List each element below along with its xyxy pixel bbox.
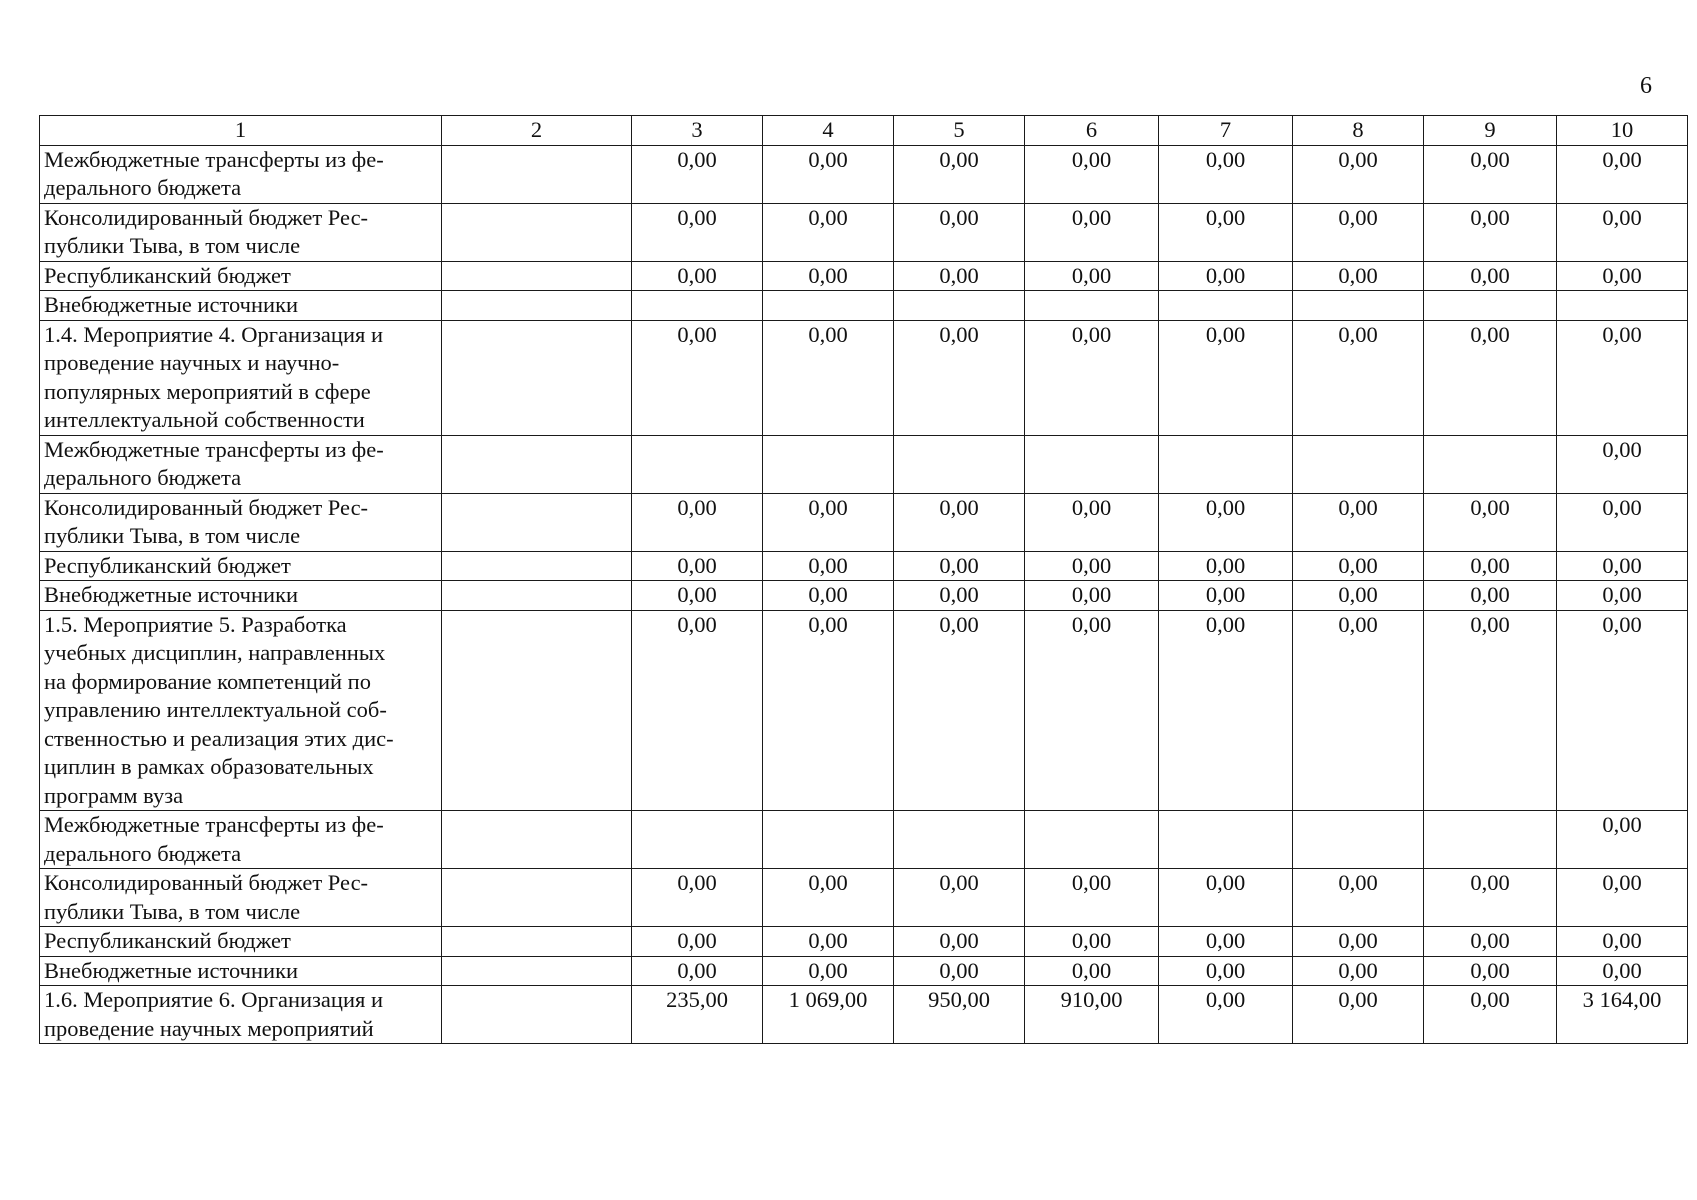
value-cell bbox=[1424, 811, 1557, 869]
value-cell: 0,00 bbox=[1159, 610, 1293, 811]
value-cell: 0,00 bbox=[1424, 145, 1557, 203]
value-cell: 0,00 bbox=[1293, 869, 1424, 927]
value-cell bbox=[632, 291, 763, 321]
value-cell: 0,00 bbox=[763, 145, 894, 203]
column-2-cell bbox=[442, 203, 632, 261]
value-cell bbox=[1025, 435, 1159, 493]
value-cell: 0,00 bbox=[1424, 869, 1557, 927]
value-cell: 0,00 bbox=[1557, 610, 1688, 811]
value-cell bbox=[1025, 811, 1159, 869]
value-cell: 0,00 bbox=[1025, 956, 1159, 986]
value-cell: 0,00 bbox=[1293, 145, 1424, 203]
column-2-cell bbox=[442, 320, 632, 435]
value-cell bbox=[1293, 435, 1424, 493]
value-cell bbox=[894, 435, 1025, 493]
value-cell: 0,00 bbox=[1025, 145, 1159, 203]
value-cell: 0,00 bbox=[1025, 261, 1159, 291]
value-cell: 0,00 bbox=[1159, 145, 1293, 203]
value-cell: 0,00 bbox=[1424, 927, 1557, 957]
row-label: Межбюджетные трансферты из фе- дерального бюджета bbox=[40, 435, 442, 493]
value-cell: 0,00 bbox=[1293, 203, 1424, 261]
column-2-cell bbox=[442, 291, 632, 321]
column-header: 10 bbox=[1557, 116, 1688, 146]
value-cell: 0,00 bbox=[632, 320, 763, 435]
page-number: 6 bbox=[1640, 73, 1652, 99]
value-cell: 0,00 bbox=[763, 581, 894, 611]
table-row bbox=[40, 291, 1688, 321]
value-cell bbox=[1159, 435, 1293, 493]
value-cell bbox=[1424, 435, 1557, 493]
value-cell: 0,00 bbox=[763, 203, 894, 261]
value-cell: 0,00 bbox=[632, 261, 763, 291]
budget-table bbox=[39, 115, 1688, 1044]
column-2-cell bbox=[442, 811, 632, 869]
value-cell: 0,00 bbox=[1025, 320, 1159, 435]
value-cell bbox=[894, 291, 1025, 321]
value-cell: 0,00 bbox=[1557, 811, 1688, 869]
table-row bbox=[40, 956, 1688, 986]
column-2-cell bbox=[442, 261, 632, 291]
column-2-cell bbox=[442, 435, 632, 493]
row-label: Межбюджетные трансферты из фе- дерального бюджета bbox=[40, 145, 442, 203]
value-cell: 0,00 bbox=[763, 320, 894, 435]
column-header: 4 bbox=[763, 116, 894, 146]
value-cell: 0,00 bbox=[763, 927, 894, 957]
value-cell: 0,00 bbox=[1025, 610, 1159, 811]
value-cell: 0,00 bbox=[1025, 493, 1159, 551]
column-header: 9 bbox=[1424, 116, 1557, 146]
table-row bbox=[40, 811, 1688, 869]
value-cell: 0,00 bbox=[763, 869, 894, 927]
table-body bbox=[40, 145, 1688, 1044]
value-cell: 0,00 bbox=[894, 610, 1025, 811]
value-cell: 0,00 bbox=[1293, 610, 1424, 811]
row-label: 1.5. Мероприятие 5. Разработка учебных дисциплин, направленных на формирование компетенций по управлению интеллектуальной соб- ственностью и реализация этих дис- циплин в рамках образовательных программ вуза bbox=[40, 610, 442, 811]
table-row bbox=[40, 203, 1688, 261]
value-cell: 910,00 bbox=[1025, 986, 1159, 1044]
value-cell: 0,00 bbox=[1293, 261, 1424, 291]
value-cell bbox=[894, 811, 1025, 869]
value-cell: 0,00 bbox=[894, 203, 1025, 261]
value-cell: 0,00 bbox=[1557, 956, 1688, 986]
value-cell: 0,00 bbox=[1424, 551, 1557, 581]
value-cell: 0,00 bbox=[632, 956, 763, 986]
value-cell: 0,00 bbox=[763, 551, 894, 581]
row-label: Республиканский бюджет bbox=[40, 261, 442, 291]
row-label: Консолидированный бюджет Рес- публики Тыва, в том числе bbox=[40, 203, 442, 261]
value-cell: 0,00 bbox=[632, 145, 763, 203]
column-header: 2 bbox=[442, 116, 632, 146]
column-header: 5 bbox=[894, 116, 1025, 146]
value-cell: 0,00 bbox=[1557, 145, 1688, 203]
value-cell: 0,00 bbox=[1025, 203, 1159, 261]
value-cell: 0,00 bbox=[1025, 869, 1159, 927]
value-cell: 0,00 bbox=[1424, 610, 1557, 811]
column-2-cell bbox=[442, 610, 632, 811]
value-cell: 0,00 bbox=[1293, 551, 1424, 581]
value-cell: 0,00 bbox=[1557, 551, 1688, 581]
column-2-cell bbox=[442, 551, 632, 581]
value-cell: 0,00 bbox=[1293, 493, 1424, 551]
table-row bbox=[40, 610, 1688, 811]
value-cell: 0,00 bbox=[1424, 203, 1557, 261]
row-label: Республиканский бюджет bbox=[40, 551, 442, 581]
value-cell: 0,00 bbox=[894, 145, 1025, 203]
value-cell: 0,00 bbox=[632, 551, 763, 581]
table-row bbox=[40, 927, 1688, 957]
table-row bbox=[40, 493, 1688, 551]
header-row bbox=[40, 116, 1688, 146]
value-cell: 0,00 bbox=[894, 261, 1025, 291]
value-cell: 0,00 bbox=[1424, 956, 1557, 986]
value-cell: 0,00 bbox=[1557, 203, 1688, 261]
value-cell: 0,00 bbox=[1025, 927, 1159, 957]
value-cell: 0,00 bbox=[1424, 261, 1557, 291]
value-cell bbox=[632, 811, 763, 869]
table-row bbox=[40, 320, 1688, 435]
table-row bbox=[40, 435, 1688, 493]
value-cell: 0,00 bbox=[1025, 551, 1159, 581]
row-label: 1.4. Мероприятие 4. Организация и проведение научных и научно- популярных мероприятий в сфере интеллектуальной собственности bbox=[40, 320, 442, 435]
value-cell: 0,00 bbox=[1293, 320, 1424, 435]
column-2-cell bbox=[442, 869, 632, 927]
value-cell: 0,00 bbox=[894, 320, 1025, 435]
value-cell: 0,00 bbox=[894, 927, 1025, 957]
column-2-cell bbox=[442, 493, 632, 551]
value-cell: 0,00 bbox=[763, 493, 894, 551]
value-cell: 0,00 bbox=[632, 610, 763, 811]
value-cell: 0,00 bbox=[1159, 986, 1293, 1044]
value-cell: 0,00 bbox=[632, 581, 763, 611]
value-cell bbox=[1159, 291, 1293, 321]
value-cell: 0,00 bbox=[1159, 551, 1293, 581]
value-cell: 0,00 bbox=[1159, 956, 1293, 986]
value-cell: 0,00 bbox=[1424, 581, 1557, 611]
column-2-cell bbox=[442, 581, 632, 611]
column-header: 7 bbox=[1159, 116, 1293, 146]
table-row bbox=[40, 145, 1688, 203]
column-2-cell bbox=[442, 956, 632, 986]
value-cell bbox=[1293, 811, 1424, 869]
value-cell: 3 164,00 bbox=[1557, 986, 1688, 1044]
value-cell bbox=[763, 435, 894, 493]
value-cell bbox=[632, 435, 763, 493]
column-header: 8 bbox=[1293, 116, 1424, 146]
value-cell bbox=[1293, 291, 1424, 321]
value-cell: 0,00 bbox=[763, 956, 894, 986]
row-label: Внебюджетные источники bbox=[40, 581, 442, 611]
value-cell: 0,00 bbox=[1557, 435, 1688, 493]
value-cell: 0,00 bbox=[632, 869, 763, 927]
column-2-cell bbox=[442, 927, 632, 957]
value-cell bbox=[763, 291, 894, 321]
column-header: 1 bbox=[40, 116, 442, 146]
value-cell: 0,00 bbox=[763, 610, 894, 811]
value-cell: 0,00 bbox=[894, 493, 1025, 551]
table-row bbox=[40, 261, 1688, 291]
value-cell: 0,00 bbox=[894, 551, 1025, 581]
table-row bbox=[40, 581, 1688, 611]
column-2-cell bbox=[442, 145, 632, 203]
table-row bbox=[40, 551, 1688, 581]
value-cell: 0,00 bbox=[894, 869, 1025, 927]
value-cell bbox=[1159, 811, 1293, 869]
value-cell: 0,00 bbox=[632, 493, 763, 551]
value-cell: 0,00 bbox=[1424, 493, 1557, 551]
value-cell: 0,00 bbox=[894, 956, 1025, 986]
column-2-cell bbox=[442, 986, 632, 1044]
row-label: Республиканский бюджет bbox=[40, 927, 442, 957]
value-cell: 0,00 bbox=[632, 203, 763, 261]
row-label: 1.6. Мероприятие 6. Организация и проведение научных мероприятий bbox=[40, 986, 442, 1044]
value-cell: 0,00 bbox=[1557, 320, 1688, 435]
value-cell: 0,00 bbox=[1557, 927, 1688, 957]
value-cell bbox=[763, 811, 894, 869]
value-cell: 0,00 bbox=[1159, 581, 1293, 611]
row-label: Внебюджетные источники bbox=[40, 291, 442, 321]
value-cell: 0,00 bbox=[1159, 927, 1293, 957]
value-cell: 950,00 bbox=[894, 986, 1025, 1044]
value-cell: 0,00 bbox=[1424, 986, 1557, 1044]
value-cell: 0,00 bbox=[1159, 261, 1293, 291]
column-header: 6 bbox=[1025, 116, 1159, 146]
value-cell bbox=[1424, 291, 1557, 321]
value-cell: 0,00 bbox=[1293, 581, 1424, 611]
value-cell: 0,00 bbox=[1293, 927, 1424, 957]
row-label: Межбюджетные трансферты из фе- дерального бюджета bbox=[40, 811, 442, 869]
value-cell: 0,00 bbox=[1159, 203, 1293, 261]
table-row bbox=[40, 986, 1688, 1044]
value-cell: 0,00 bbox=[1293, 986, 1424, 1044]
value-cell: 0,00 bbox=[1557, 261, 1688, 291]
value-cell: 0,00 bbox=[632, 927, 763, 957]
value-cell: 0,00 bbox=[1159, 493, 1293, 551]
row-label: Консолидированный бюджет Рес- публики Тыва, в том числе bbox=[40, 493, 442, 551]
value-cell: 0,00 bbox=[1424, 320, 1557, 435]
value-cell: 0,00 bbox=[894, 581, 1025, 611]
table-row bbox=[40, 869, 1688, 927]
value-cell: 0,00 bbox=[1557, 581, 1688, 611]
row-label: Внебюджетные источники bbox=[40, 956, 442, 986]
value-cell: 0,00 bbox=[1159, 320, 1293, 435]
value-cell bbox=[1025, 291, 1159, 321]
value-cell: 0,00 bbox=[1025, 581, 1159, 611]
value-cell: 0,00 bbox=[1159, 869, 1293, 927]
value-cell: 0,00 bbox=[1557, 869, 1688, 927]
value-cell bbox=[1557, 291, 1688, 321]
value-cell: 235,00 bbox=[632, 986, 763, 1044]
column-header: 3 bbox=[632, 116, 763, 146]
value-cell: 0,00 bbox=[1293, 956, 1424, 986]
value-cell: 0,00 bbox=[763, 261, 894, 291]
value-cell: 0,00 bbox=[1557, 493, 1688, 551]
value-cell: 1 069,00 bbox=[763, 986, 894, 1044]
row-label: Консолидированный бюджет Рес- публики Тыва, в том числе bbox=[40, 869, 442, 927]
